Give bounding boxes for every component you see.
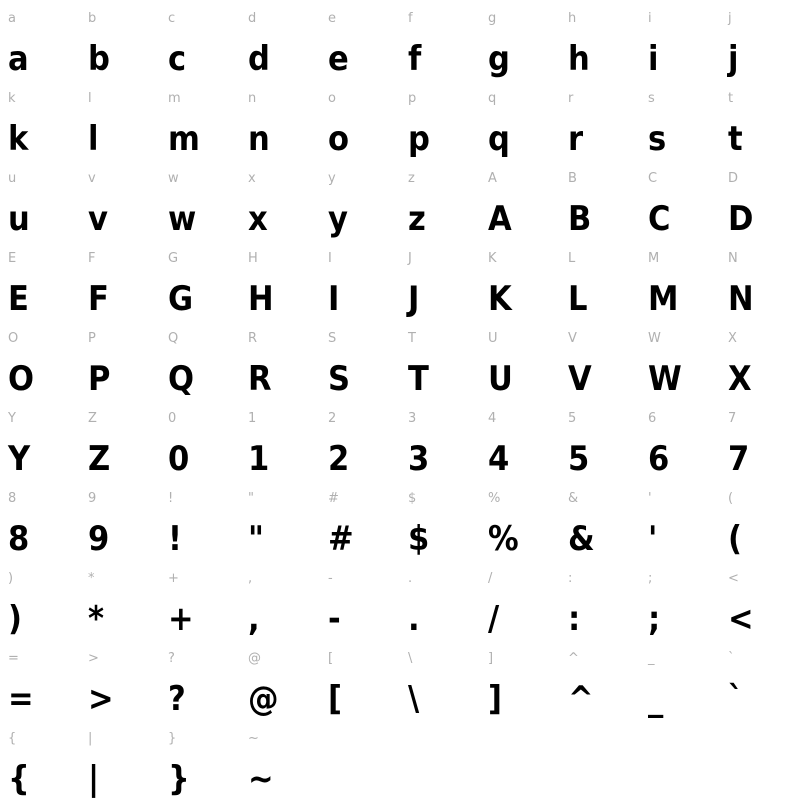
character-glyph: k bbox=[8, 119, 29, 159]
character-label: K bbox=[488, 251, 497, 266]
character-label: . bbox=[408, 571, 413, 586]
character-label: I bbox=[328, 251, 332, 266]
character-glyph: > bbox=[88, 679, 114, 719]
character-label: k bbox=[8, 91, 16, 106]
character-label: " bbox=[248, 491, 254, 506]
character-glyph: 8 bbox=[8, 519, 30, 559]
character-label: b bbox=[88, 11, 97, 26]
character-glyph: Y bbox=[8, 439, 31, 479]
character-label: f bbox=[408, 11, 413, 26]
character-glyph: E bbox=[8, 279, 29, 319]
character-glyph: M bbox=[648, 279, 679, 319]
character-glyph: 2 bbox=[328, 439, 350, 479]
character-glyph: , bbox=[248, 599, 260, 639]
character-label: ! bbox=[168, 491, 174, 506]
character-glyph bbox=[480, 750, 560, 800]
character-glyph: = bbox=[8, 679, 34, 719]
character-label: c bbox=[168, 11, 176, 26]
character-label: d bbox=[248, 11, 257, 26]
character-glyph: ^ bbox=[568, 679, 594, 719]
character-label: : bbox=[568, 571, 573, 586]
character-glyph: . bbox=[408, 599, 420, 639]
character-glyph: Q bbox=[168, 359, 194, 399]
character-glyph: p bbox=[408, 119, 430, 159]
character-label: 1 bbox=[248, 411, 257, 426]
character-glyph: 3 bbox=[408, 439, 430, 479]
character-glyph: ! bbox=[168, 519, 182, 559]
character-glyph: J bbox=[408, 279, 420, 319]
character-glyph: 5 bbox=[568, 439, 590, 479]
character-label: ; bbox=[648, 571, 653, 586]
character-glyph: 9 bbox=[88, 519, 110, 559]
character-label: H bbox=[248, 251, 258, 266]
character-label: M bbox=[648, 251, 660, 266]
character-glyph: 4 bbox=[488, 439, 510, 479]
character-glyph: N bbox=[728, 279, 754, 319]
character-glyph: ) bbox=[8, 599, 22, 639]
character-glyph: # bbox=[328, 519, 354, 559]
character-glyph: F bbox=[88, 279, 109, 319]
character-label bbox=[560, 728, 640, 750]
character-glyph: x bbox=[248, 199, 268, 239]
character-glyph: h bbox=[568, 39, 590, 79]
character-label: N bbox=[728, 251, 738, 266]
character-label: q bbox=[488, 91, 497, 106]
character-label: r bbox=[568, 91, 574, 106]
character-label: & bbox=[568, 491, 579, 506]
character-label: Y bbox=[8, 411, 16, 426]
character-glyph: ' bbox=[648, 519, 658, 559]
character-glyph bbox=[640, 750, 720, 800]
character-glyph: & bbox=[568, 519, 595, 559]
character-label: W bbox=[648, 331, 661, 346]
character-label: B bbox=[568, 171, 577, 186]
character-glyph: D bbox=[728, 199, 754, 239]
character-label: 3 bbox=[408, 411, 417, 426]
character-label: 9 bbox=[88, 491, 97, 506]
character-glyph: K bbox=[488, 279, 512, 319]
character-label: = bbox=[8, 651, 19, 666]
character-label: * bbox=[88, 571, 95, 586]
character-label: l bbox=[88, 91, 92, 106]
character-label: , bbox=[248, 571, 253, 586]
character-glyph: c bbox=[168, 39, 187, 79]
character-glyph: 6 bbox=[648, 439, 670, 479]
character-label: ` bbox=[728, 651, 735, 666]
character-label bbox=[400, 728, 480, 750]
character-glyph: S bbox=[328, 359, 351, 399]
character-glyph: } bbox=[168, 759, 190, 799]
character-glyph: ] bbox=[488, 679, 502, 719]
character-glyph: \ bbox=[408, 679, 420, 719]
character-label bbox=[480, 728, 560, 750]
character-glyph: / bbox=[488, 599, 500, 639]
character-glyph: r bbox=[568, 119, 584, 159]
character-label: s bbox=[648, 91, 655, 106]
character-glyph: C bbox=[648, 199, 671, 239]
character-glyph: a bbox=[8, 39, 29, 79]
character-label: h bbox=[568, 11, 577, 26]
character-label: G bbox=[168, 251, 179, 266]
character-label: S bbox=[328, 331, 337, 346]
character-glyph: s bbox=[648, 119, 667, 159]
character-label: X bbox=[728, 331, 737, 346]
character-label: t bbox=[728, 91, 734, 106]
character-label: L bbox=[568, 251, 576, 266]
character-label: ) bbox=[8, 571, 14, 586]
character-glyph: b bbox=[88, 39, 110, 79]
character-label: > bbox=[88, 651, 99, 666]
character-glyph bbox=[400, 750, 480, 800]
character-label: | bbox=[88, 731, 93, 746]
character-label: # bbox=[328, 491, 339, 506]
character-label: 0 bbox=[168, 411, 177, 426]
character-glyph: f bbox=[408, 39, 422, 79]
character-glyph: L bbox=[568, 279, 588, 319]
character-label: [ bbox=[328, 651, 334, 666]
character-label: 5 bbox=[568, 411, 577, 426]
character-glyph: ( bbox=[728, 519, 742, 559]
character-label: 7 bbox=[728, 411, 737, 426]
character-label bbox=[640, 728, 720, 750]
character-label: + bbox=[168, 571, 179, 586]
character-glyph: ~ bbox=[248, 759, 274, 799]
character-label: \ bbox=[408, 651, 413, 666]
character-glyph: Z bbox=[88, 439, 111, 479]
character-glyph: v bbox=[88, 199, 108, 239]
character-label: ~ bbox=[248, 731, 259, 746]
character-glyph: @ bbox=[248, 679, 279, 719]
character-glyph: ? bbox=[168, 679, 186, 719]
character-label: A bbox=[488, 171, 497, 186]
character-label: } bbox=[168, 731, 177, 746]
character-label: Q bbox=[168, 331, 179, 346]
character-glyph: d bbox=[248, 39, 270, 79]
character-label: g bbox=[488, 11, 497, 26]
character-glyph: _ bbox=[648, 679, 664, 719]
character-glyph: + bbox=[168, 599, 194, 639]
character-label: y bbox=[328, 171, 336, 186]
character-label: D bbox=[728, 171, 739, 186]
character-label: ] bbox=[488, 651, 494, 666]
character-label: F bbox=[88, 251, 96, 266]
character-glyph: n bbox=[248, 119, 270, 159]
character-label: < bbox=[728, 571, 739, 586]
character-label: v bbox=[88, 171, 96, 186]
character-label: p bbox=[408, 91, 417, 106]
character-glyph: O bbox=[8, 359, 34, 399]
character-label: J bbox=[408, 251, 412, 266]
character-glyph: : bbox=[568, 599, 581, 639]
character-glyph: g bbox=[488, 39, 510, 79]
character-glyph: T bbox=[408, 359, 429, 399]
character-label: o bbox=[328, 91, 336, 106]
character-glyph: $ bbox=[408, 519, 430, 559]
character-label: E bbox=[8, 251, 17, 266]
character-glyph: z bbox=[408, 199, 426, 239]
character-glyph: U bbox=[488, 359, 513, 399]
character-label: R bbox=[248, 331, 258, 346]
character-glyph: ` bbox=[728, 679, 744, 719]
character-glyph: 7 bbox=[728, 439, 750, 479]
character-glyph: - bbox=[328, 599, 341, 639]
character-glyph: o bbox=[328, 119, 350, 159]
character-label: 4 bbox=[488, 411, 497, 426]
character-label: $ bbox=[408, 491, 417, 506]
character-label: P bbox=[88, 331, 96, 346]
character-label: 6 bbox=[648, 411, 657, 426]
character-glyph: R bbox=[248, 359, 272, 399]
character-label bbox=[320, 728, 400, 750]
character-label: T bbox=[408, 331, 416, 346]
character-label: / bbox=[488, 571, 493, 586]
character-label bbox=[720, 728, 800, 750]
character-glyph: w bbox=[168, 199, 197, 239]
character-label: @ bbox=[248, 651, 261, 666]
character-glyph: u bbox=[8, 199, 30, 239]
character-glyph: X bbox=[728, 359, 752, 399]
character-glyph bbox=[320, 750, 400, 800]
character-glyph: A bbox=[488, 199, 512, 239]
character-label: ' bbox=[648, 491, 652, 506]
character-label: x bbox=[248, 171, 256, 186]
character-glyph: m bbox=[168, 119, 200, 159]
character-label: e bbox=[328, 11, 336, 26]
character-label: n bbox=[248, 91, 257, 106]
character-label: ( bbox=[728, 491, 734, 506]
character-label: U bbox=[488, 331, 498, 346]
character-label: w bbox=[168, 171, 179, 186]
character-glyph: y bbox=[328, 199, 348, 239]
character-glyph: e bbox=[328, 39, 349, 79]
character-label: V bbox=[568, 331, 577, 346]
character-label: u bbox=[8, 171, 17, 186]
character-label: z bbox=[408, 171, 415, 186]
character-glyph: W bbox=[648, 359, 682, 399]
character-label: a bbox=[8, 11, 16, 26]
character-label: - bbox=[328, 571, 333, 586]
character-label: _ bbox=[648, 651, 655, 666]
character-label: % bbox=[488, 491, 501, 506]
character-glyph: 1 bbox=[248, 439, 270, 479]
character-glyph: < bbox=[728, 599, 754, 639]
character-glyph: q bbox=[488, 119, 510, 159]
character-label: i bbox=[648, 11, 652, 26]
character-label: C bbox=[648, 171, 658, 186]
character-glyph: l bbox=[88, 119, 99, 159]
character-glyph: V bbox=[568, 359, 592, 399]
character-label: m bbox=[168, 91, 181, 106]
character-glyph: i bbox=[648, 39, 659, 79]
character-glyph: % bbox=[488, 519, 519, 559]
character-label: { bbox=[8, 731, 17, 746]
character-label: 2 bbox=[328, 411, 337, 426]
character-label: Z bbox=[88, 411, 97, 426]
character-glyph: | bbox=[88, 759, 100, 799]
character-label: O bbox=[8, 331, 19, 346]
character-label: ? bbox=[168, 651, 175, 666]
character-glyph: j bbox=[728, 39, 739, 79]
character-glyph: H bbox=[248, 279, 274, 319]
character-glyph: ; bbox=[648, 599, 661, 639]
character-glyph: 0 bbox=[168, 439, 190, 479]
character-glyph: I bbox=[328, 279, 340, 319]
character-glyph: P bbox=[88, 359, 111, 399]
character-label: 8 bbox=[8, 491, 17, 506]
character-glyph bbox=[720, 750, 800, 800]
character-label: j bbox=[728, 11, 732, 26]
character-glyph: B bbox=[568, 199, 592, 239]
character-label: ^ bbox=[568, 651, 579, 666]
character-glyph: [ bbox=[328, 679, 342, 719]
character-glyph: { bbox=[8, 759, 30, 799]
character-glyph bbox=[560, 750, 640, 800]
character-glyph: t bbox=[728, 119, 743, 159]
character-glyph: " bbox=[248, 519, 264, 559]
character-glyph: * bbox=[88, 599, 104, 639]
character-glyph: G bbox=[168, 279, 194, 319]
